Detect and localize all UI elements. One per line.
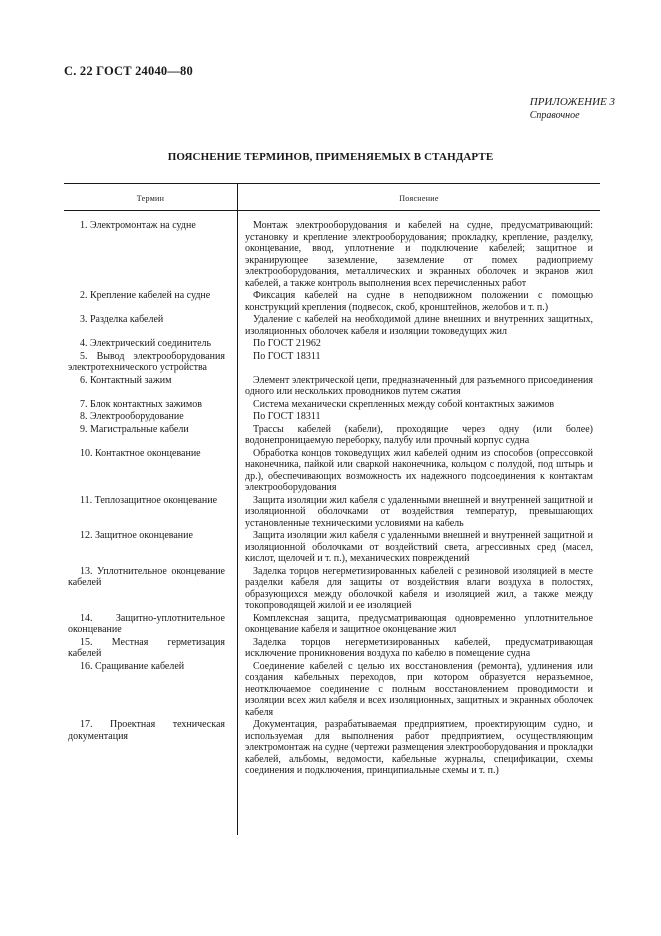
term-cell: [64, 566, 237, 612]
table-row: [64, 290, 600, 313]
explanation-cell: Заделка торцов негерметизированных кабелей с резиновой изоляцией в месте разделки кабеля для защиты от воздействия влаги воздуха в полостях, образующихся между оболочкой кабеля и изоляцией жил, а также между токопроводящей жилой и ее изоляцией: [245, 565, 593, 611]
explanation-cell: Соединение кабелей с целью их восстановления (ремонта), удлинения или создания кабельных переходов, при котором образуется неразъемное, неотключаемое соединение с полным восстановлением проводимости и изоляции всех жил кабеля и всех изоляционных, защитных и экранных оболочек кабеля: [245, 660, 593, 718]
term-cell: [64, 719, 237, 777]
explanation-cell: По ГОСТ 18311: [253, 350, 321, 362]
term-cell: [64, 220, 237, 289]
appendix-sublabel: Справочное: [529, 110, 580, 121]
explanation-cell: Защита изоляции жил кабеля с удаленными внешней и внутренней защитной и изоляционной оболочками от воздействия температур, превышающих установленные техническими условиями на кабель: [245, 494, 593, 529]
explanation-cell: По ГОСТ 21962: [253, 338, 321, 349]
term-cell: [64, 290, 237, 313]
term-text: 4. Электрический соединитель: [80, 338, 212, 349]
explanation-cell: Удаление с кабелей на необходимой длине внешних и внутренних защитных, изоляционных оболочек кабеля и изоляции токоведущих жил: [245, 314, 593, 337]
term-text: 3. Разделка кабелей: [80, 314, 164, 325]
page-header: С. 22 ГОСТ 24040—80: [64, 64, 193, 78]
column-header-term: Термин: [136, 194, 165, 203]
column-header-explanation: Пояснение: [399, 194, 439, 203]
explanation-cell: Элемент электрической цепи, предназначенный для разъемного присоединения одного или нескольких проводников путем сжатия: [245, 374, 593, 397]
term-text: 11. Теплозащитное оконцевание: [80, 494, 218, 506]
explanation-cell: Обработка концов токоведущих жил кабелей одним из способов (опрессовкой наконечника, пайкой или сваркой наконечника, кольцом с полудой, под штырь и др.), обеспечивающих возможность их надежного подсоединения к контактам электрооборудования: [245, 447, 593, 493]
table-row: [64, 661, 600, 719]
term-text: 2. Крепление кабелей на судне: [80, 290, 211, 301]
term-text: 13. Уплотнительное оконцевание кабелей: [68, 565, 225, 588]
term-text: 8. Электрооборудование: [80, 411, 184, 422]
term-text: 14. Защитно-уплотнительное оконцевание: [68, 612, 225, 635]
explanation-cell: Трассы кабелей (кабели), проходящие через одну (или более) водонепроницаемую переборку, палубу или прочный корпус судна: [245, 423, 593, 446]
table-row: [64, 613, 600, 636]
term-text: 15. Местная герметизация кабелей: [68, 636, 225, 659]
explanation-cell: По ГОСТ 18311: [253, 411, 321, 422]
term-cell: [64, 424, 237, 447]
term-text: 1. Электромонтаж на судне: [80, 220, 196, 231]
table-row: [64, 495, 600, 530]
explanation-cell: Монтаж электрооборудования и кабелей на судне, предусматривающий: установку и крепление электрооборудования; прокладку, крепление, разделку, оконцевание, ввод, уплотнение и подключение кабелей; защитное и экранирующее заземление, заземление от помех радиоприему электрооборудования, металлических и экранных оболочек и экранов жил кабелей, а также контроль выполнения всех перечисленных работ: [245, 220, 593, 289]
term-cell: [64, 375, 237, 398]
explanation-cell: Защита изоляции жил кабеля с удаленными внешней и внутренней защитной и изоляционной оболочками от воздействий света, агрессивных сред (масел, кислот, щелочей и т. п.), механических повреждений: [245, 530, 593, 564]
explanation-cell: Комплексная защита, предусматривающая одновременно уплотнительное оконцевание кабеля и защитное оконцевание жил: [245, 612, 593, 635]
table-row: [64, 448, 600, 494]
term-cell: [64, 637, 237, 660]
terms-table-body: [64, 220, 600, 778]
term-text: 16. Сращивание кабелей: [80, 660, 185, 672]
appendix-label: ПРИЛОЖЕНИЕ 3: [529, 96, 615, 108]
table-row: [64, 338, 600, 350]
term-text: 9. Магистральные кабели: [80, 423, 189, 435]
term-text: 10. Контактное оконцевание: [80, 447, 201, 459]
table-row: [64, 351, 600, 374]
term-cell: [64, 495, 237, 530]
term-text: 12. Защитное оконцевание: [80, 530, 193, 541]
term-cell: [64, 314, 237, 337]
table-row: [64, 375, 600, 398]
table-row: [64, 424, 600, 447]
table-row: [64, 637, 600, 660]
term-cell: [64, 448, 237, 494]
term-cell: [64, 661, 237, 719]
term-cell: [64, 411, 237, 423]
table-row: [64, 719, 600, 777]
term-text: 5. Вывод электрооборудования электротехнического устройства: [68, 350, 225, 373]
term-text: 17. Проектная техническая документация: [68, 719, 225, 742]
table-row: [64, 411, 600, 423]
explanation-cell: Система механически скрепленных между собой контактных зажимов: [253, 398, 555, 410]
term-text: 6. Контактный зажим: [80, 374, 172, 386]
table-header-rule: [64, 210, 600, 211]
table-top-rule: [64, 183, 600, 184]
term-cell: [64, 338, 237, 350]
term-cell: [64, 351, 237, 374]
explanation-cell: Документация, разрабатываемая предприятием, проектирующим судно, и используемая для выполнения работ предприятием, осуществляющим электромонтаж на судне (чертежи размещения электрооборудования и прокладки кабелей, альбомы, ведомости, кабельные журналы, спецификации, схемы соединения и подключения, принципиальные схемы и т. п.): [245, 719, 593, 776]
table-row: [64, 566, 600, 612]
term-text: 7. Блок контактных зажимов: [80, 398, 202, 410]
table-row: [64, 314, 600, 337]
term-cell: [64, 530, 237, 565]
term-cell: [64, 399, 237, 411]
table-row: [64, 399, 600, 411]
term-cell: [64, 613, 237, 636]
table-row: [64, 530, 600, 565]
page-title: ПОЯСНЕНИЕ ТЕРМИНОВ, ПРИМЕНЯЕМЫХ В СТАНДАРТЕ: [167, 151, 494, 163]
appendix-label-block: [530, 96, 615, 122]
explanation-cell: Заделка торцов негерметизированных кабелей, предусматривающая исключение проникновения воздуха по кабелю в помещение судна: [245, 636, 593, 659]
table-row: [64, 220, 600, 289]
explanation-cell: Фиксация кабелей на судне в неподвижном положении с помощью конструкций крепления (подвесок, скоб, кронштейнов, желобов и т. п.): [245, 290, 593, 313]
